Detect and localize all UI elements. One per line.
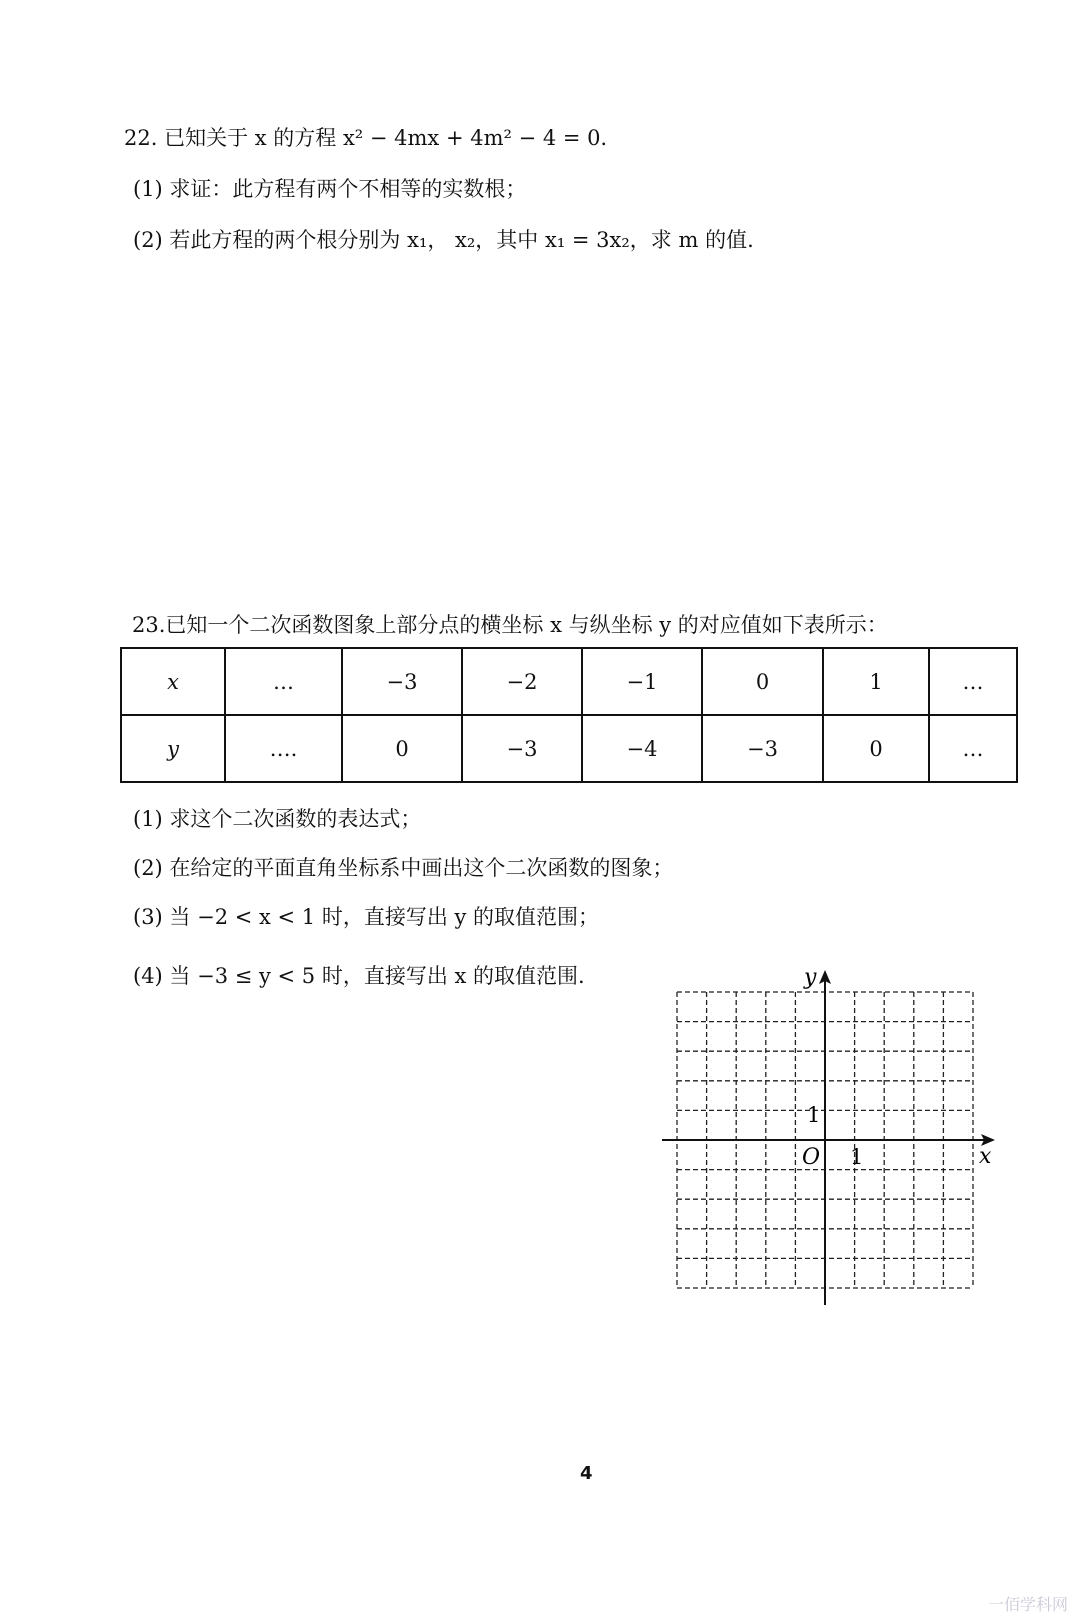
table-row-y: [121, 715, 1017, 782]
table-cell: …: [225, 648, 342, 715]
coordinate-grid: [650, 960, 1010, 1310]
q22-title: 22. 已知关于 x 的方程 x² − 4mx + 4m² − 4 = 0．: [124, 126, 622, 150]
table-cell: −3: [702, 715, 823, 782]
table-cell: 0: [702, 648, 823, 715]
x-unit-label: 1: [850, 1145, 864, 1169]
q23-part-2: (2) 在给定的平面直角坐标系中画出这个二次函数的图象；: [133, 856, 674, 880]
table-cell: −2: [462, 648, 582, 715]
x-axis-label: x: [979, 1144, 992, 1169]
table-cell: 0: [823, 715, 929, 782]
table-header-y: y: [121, 715, 225, 782]
q23-part-4: (4) 当 −3 ≤ y < 5 时，直接写出 x 的取值范围.: [133, 964, 585, 988]
origin-label: O: [802, 1145, 821, 1170]
q23-part-1: (1) 求这个二次函数的表达式；: [133, 807, 422, 831]
table-header-x: x: [121, 648, 225, 715]
table-cell: …: [929, 648, 1017, 715]
q22-part-2: (2) 若此方程的两个根分别为 x₁， x₂，其中 x₁ = 3x₂，求 m 的值.: [133, 228, 754, 252]
watermark: 一佰学科网: [987, 1595, 1068, 1614]
page-number: 4: [580, 1463, 593, 1484]
table-cell: 1: [823, 648, 929, 715]
table-cell: 0: [342, 715, 462, 782]
table-cell: −1: [582, 648, 702, 715]
q23-title: 23.已知一个二次函数图象上部分点的横坐标 x 与纵坐标 y 的对应值如下表所示：: [132, 613, 888, 637]
table-cell: ….: [225, 715, 342, 782]
y-unit-label: 1: [807, 1103, 821, 1127]
table-cell: −4: [582, 715, 702, 782]
q22-part-1: (1) 求证：此方程有两个不相等的实数根；: [133, 177, 527, 201]
table-cell: −3: [462, 715, 582, 782]
q23-part-3: (3) 当 −2 < x < 1 时，直接写出 y 的取值范围；: [133, 905, 600, 929]
value-table: [120, 647, 1018, 783]
table-row-x: [121, 648, 1017, 715]
table-cell: −3: [342, 648, 462, 715]
table-cell: …: [929, 715, 1017, 782]
y-axis-label: y: [804, 965, 817, 990]
